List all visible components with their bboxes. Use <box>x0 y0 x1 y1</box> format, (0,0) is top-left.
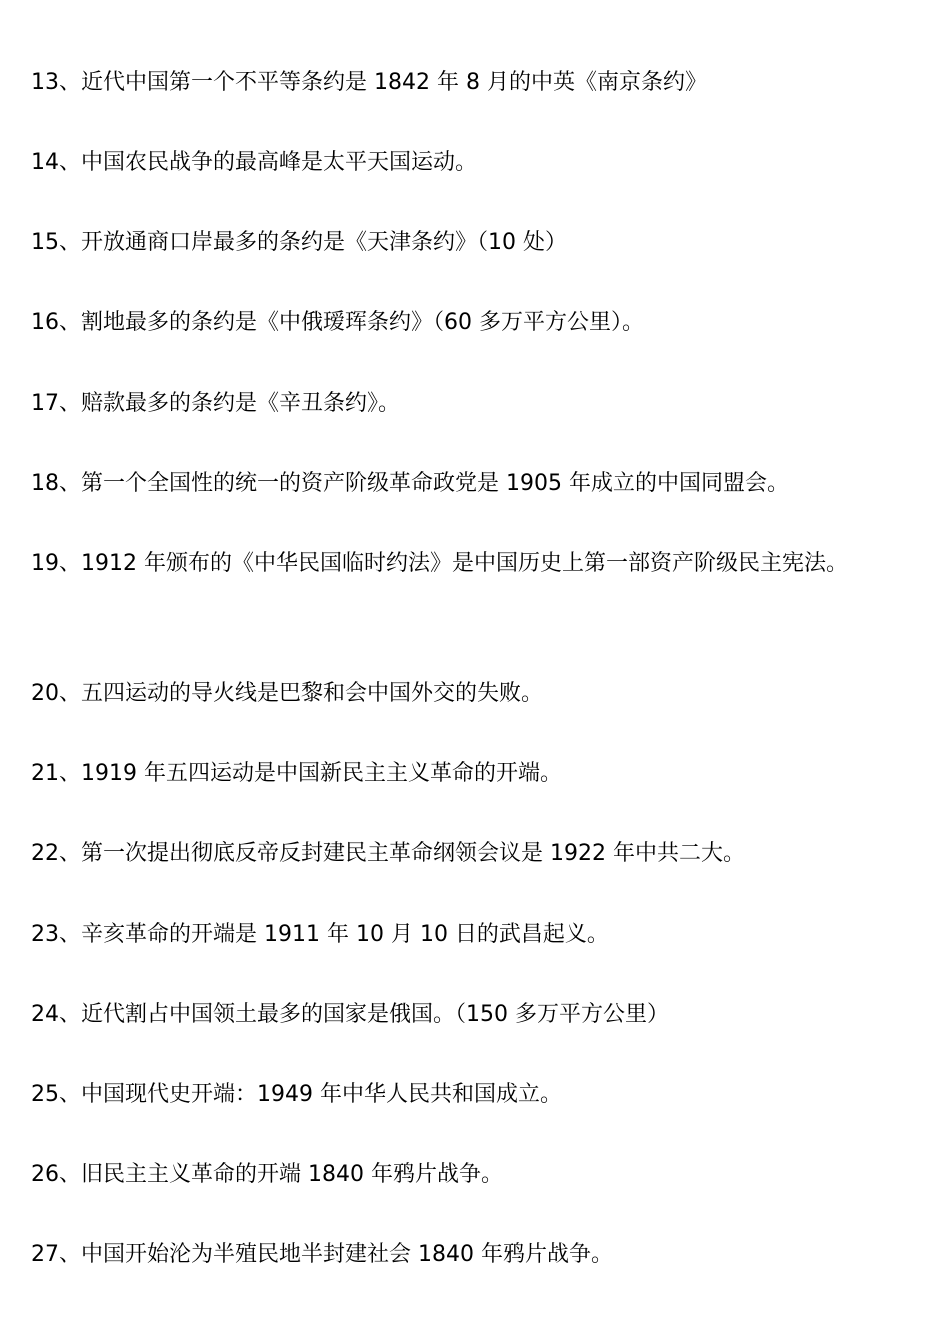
list-item: 22、第一次提出彻底反帝反封建民主革命纲领会议是 1922 年中共二大。 <box>31 841 745 866</box>
list-item: 25、中国现代史开端：1949 年中华人民共和国成立。 <box>31 1082 562 1107</box>
list-item: 17、赔款最多的条约是《辛丑条约》。 <box>31 391 400 416</box>
list-item: 23、辛亥革命的开端是 1911 年 10 月 10 日的武昌起义。 <box>31 922 609 947</box>
list-item: 20、五四运动的导火线是巴黎和会中国外交的失败。 <box>31 681 543 706</box>
list-item: 26、旧民主主义革命的开端 1840 年鸦片战争。 <box>31 1162 503 1187</box>
list-item: 21、1919 年五四运动是中国新民主主义革命的开端。 <box>31 761 562 786</box>
list-item: 14、中国农民战争的最高峰是太平天国运动。 <box>31 150 477 175</box>
list-item: 16、割地最多的条约是《中俄瑷珲条约》（60 多万平方公里）。 <box>31 310 644 335</box>
list-item: 24、近代割占中国领土最多的国家是俄国。（150 多万平方公里） <box>31 1002 669 1027</box>
list-item: 19、1912 年颁布的《中华民国临时约法》是中国历史上第一部资产阶级民主宪法。 <box>31 551 848 576</box>
list-item: 15、开放通商口岸最多的条约是《天津条约》（10 处） <box>31 230 567 255</box>
list-item: 13、近代中国第一个不平等条约是 1842 年 8 月的中英《南京条约》 <box>31 70 707 95</box>
list-item: 18、第一个全国性的统一的资产阶级革命政党是 1905 年成立的中国同盟会。 <box>31 471 789 496</box>
list-item: 27、中国开始沦为半殖民地半封建社会 1840 年鸦片战争。 <box>31 1242 613 1267</box>
